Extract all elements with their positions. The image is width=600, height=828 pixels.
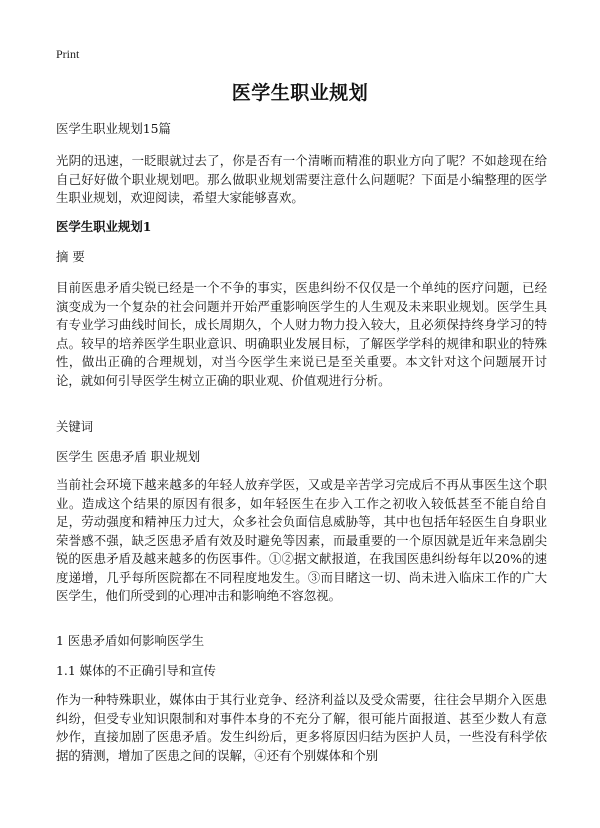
abstract-label: 摘 要 bbox=[56, 249, 85, 264]
heading-1: 1 医患矛盾如何影响医学生 bbox=[56, 633, 205, 648]
body-paragraph-2: 作为一种特殊职业，媒体由于其行业竞争、经济利益以及受众需要，往往会早期介入医患纠纷，但受专业知识限制和对事件本身的不充分了解，很可能片面报道、甚至少数人有意炒作，直接加剧了医患矛盾。发生纠纷后，更多将原因归结为医护人员，一些没有科学依据的猜测，增加了医患之间的误解，④还有个别媒体和个别 bbox=[56, 692, 547, 763]
heading-1-1: 1.1 媒体的不正确引导和宣传 bbox=[56, 663, 216, 678]
subtitle: 医学生职业规划15篇 bbox=[56, 121, 171, 136]
body-paragraph: 当前社会环境下越来越多的年轻人放弃学医，又或是辛苦学习完成后不再从事医生这个职业。造成这个结果的原因有很多，如年轻医生在步入工作之初收入较低甚至不能自给自足，劳动强度和精神压力过大，众多社会负面信息威胁等，其中也包括年轻医生自身职业荣誉感不强，缺乏医患矛盾有效及时避免等因素，而最重要的一个原因就是近年来急剧尖锐的医患矛盾及越来越多的伤医事件。①②据文献报道，在我国医患纠纷每年以20%的速度递增，几乎每所医院都在不同程度地发生。③而目睹这一切、尚未进入临床工作的广大医学生，他们所受到的心理冲击和影响绝不容忽视。 bbox=[56, 477, 547, 603]
section-heading: 医学生职业规划1 bbox=[56, 219, 152, 234]
keywords-label: 关键词 bbox=[56, 419, 94, 434]
print-link[interactable]: Print bbox=[56, 47, 80, 61]
document-title: 医学生职业规划 bbox=[231, 82, 369, 104]
keywords-text: 医学生 医患矛盾 职业规划 bbox=[56, 449, 201, 464]
intro-paragraph: 光阴的迅速，一眨眼就过去了，你是否有一个清晰而精准的职业方向了呢？不如趁现在给自己好好做个职业规划吧。那么做职业规划需要注意什么问题呢？下面是小编整理的医学生职业规划，欢迎阅读，希望大家能够喜欢。 bbox=[56, 153, 547, 205]
abstract-paragraph: 目前医患矛盾尖锐已经是一个不争的事实，医患纠纷不仅仅是一个单纯的医疗问题，已经演变成为一个复杂的社会问题并开始严重影响医学生的人生观及未来职业规划。医学生具有专业学习曲线时间长，成长周期久，个人财力物力投入较大，且必须保持终身学习的特点。较早的培养医学生职业意识、明确职业发展目标，了解医学学科的规律和职业的特殊性，做出正确的合理规划，对当今医学生来说已是至关重要。本文针对这个问题展开讨论，就如何引导医学生树立正确的职业观、价值观进行分析。 bbox=[56, 280, 547, 388]
